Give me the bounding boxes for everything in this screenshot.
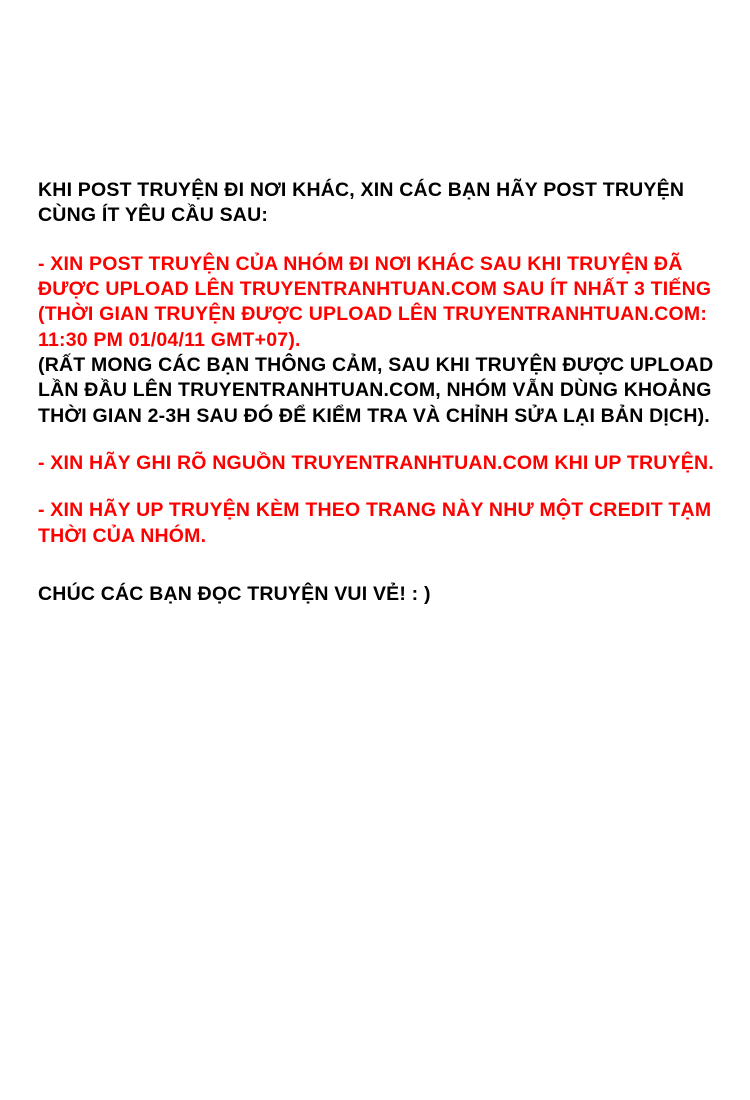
spacer <box>38 429 718 451</box>
notice-closing: CHÚC CÁC BẠN ĐỌC TRUYỆN VUI VẺ! : ) <box>38 583 431 606</box>
notice-rule-2: - XIN HÃY GHI RÕ NGUỒN TRUYENTRANHTUAN.COM KHI UP TRUYỆN. <box>38 452 714 475</box>
notice-rule-1-highlight: - XIN POST TRUYỆN CỦA NHÓM ĐI NƠI KHÁC SAU KHI TRUYỆN ĐÃ ĐƯỢC UPLOAD LÊN TRUYENTRANHTUAN.COM SAU ÍT NHẤT 3 TIẾNG (THỜI GIAN TRUYỆN ĐƯỢC UPLOAD LÊN TRUYENTRANHTUAN.COM: 11:30 PM 01/04/11 GMT+07). <box>38 252 712 351</box>
spacer <box>38 229 718 252</box>
notice-rule-1-note: (RẤT MONG CÁC BẠN THÔNG CẢM, SAU KHI TRUYỆN ĐƯỢC UPLOAD LẦN ĐẦU LÊN TRUYENTRANHTUAN.COM, NHÓM VẪN DÙNG KHOẢNG THỜI GIAN 2-3H SAU ĐÓ ĐỂ KIỂM TRA VÀ CHỈNH SỬA LẠI BẢN DỊCH). <box>38 354 714 427</box>
notice-block <box>38 178 718 607</box>
spacer <box>38 549 718 582</box>
spacer <box>38 476 718 498</box>
notice-intro: KHI POST TRUYỆN ĐI NƠI KHÁC, XIN CÁC BẠN HÃY POST TRUYỆN CÙNG ÍT YÊU CẦU SAU: <box>38 179 685 227</box>
notice-rule-3: - XIN HÃY UP TRUYỆN KÈM THEO TRANG NÀY NHƯ MỘT CREDIT TẠM THỜI CỦA NHÓM. <box>38 499 712 547</box>
